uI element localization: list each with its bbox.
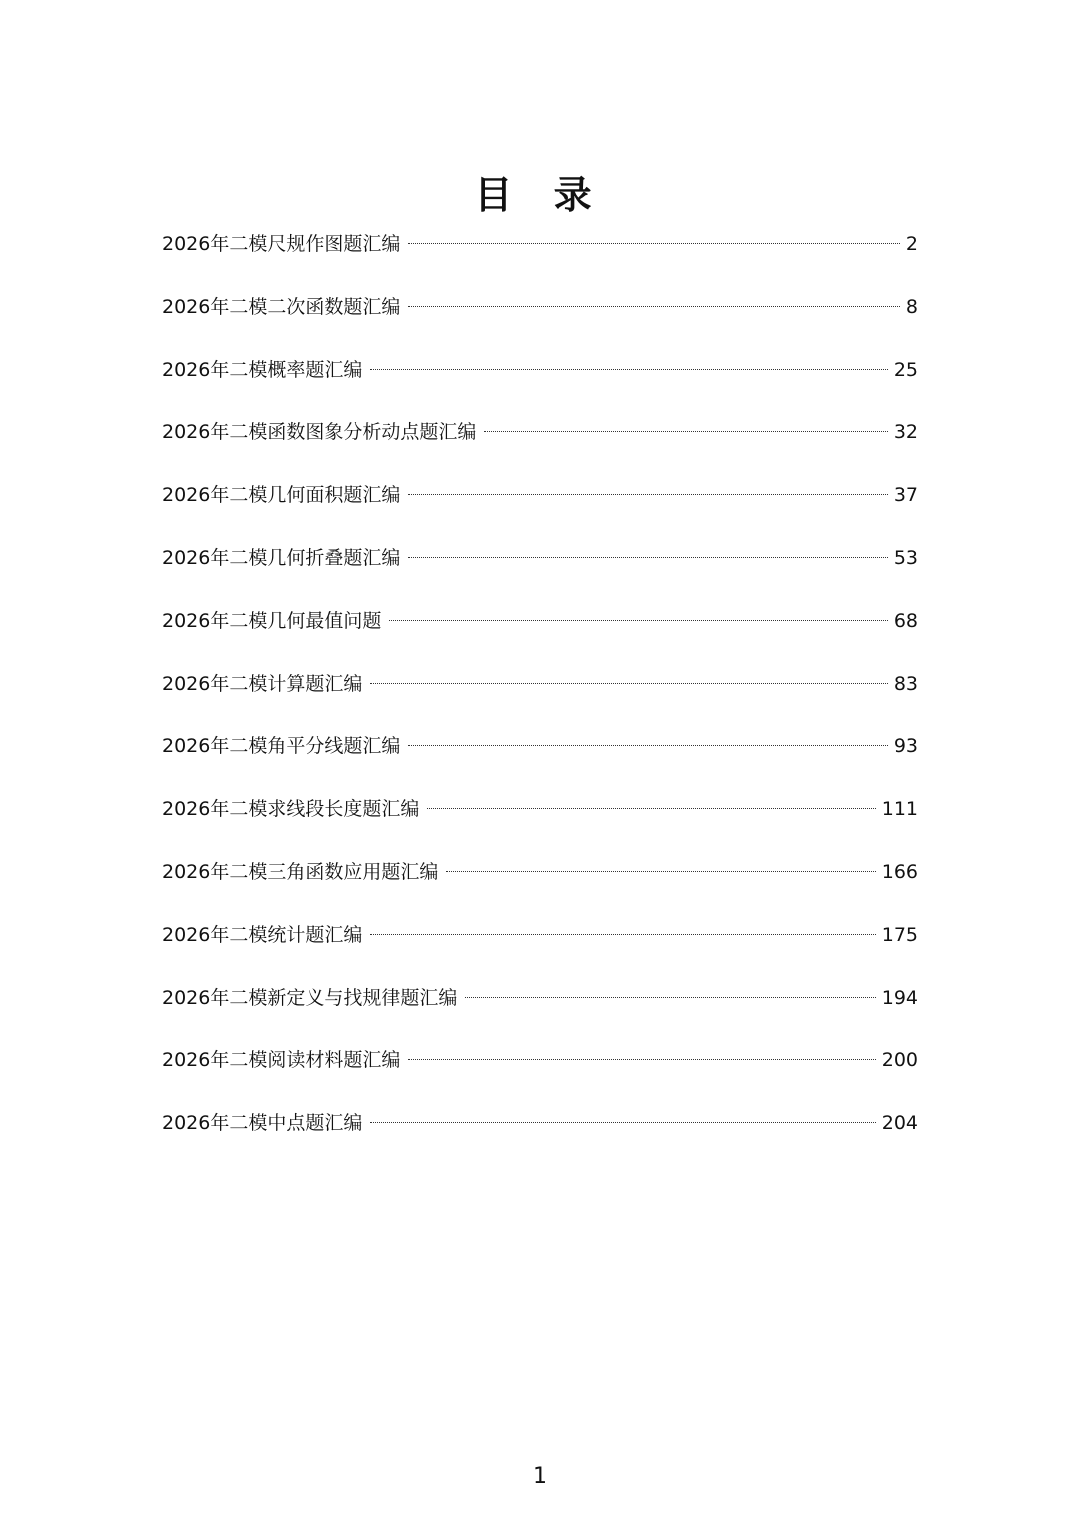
toc-dot-leader: [408, 1059, 875, 1060]
toc-entry-page: 25: [893, 358, 918, 381]
toc-entry-page: 2: [905, 233, 918, 255]
toc-entry[interactable]: [162, 413, 918, 476]
toc-dot-leader: [408, 494, 887, 495]
page-number: 1: [533, 1464, 547, 1489]
toc-entry-label: 2026年二模几何折叠题汇编: [162, 546, 401, 569]
toc-entry-page: 166: [881, 860, 918, 883]
toc-entry[interactable]: [162, 225, 918, 288]
toc-entry-label: 2026年二模概率题汇编: [162, 358, 363, 381]
toc-list: [162, 225, 918, 1167]
toc-dot-leader: [408, 243, 900, 244]
toc-dot-leader: [408, 557, 887, 558]
toc-dot-leader: [370, 369, 887, 370]
toc-entry-label: 2026年二模角平分线题汇编: [162, 735, 401, 758]
toc-entry-label: 2026年二模函数图象分析动点题汇编: [162, 421, 477, 444]
toc-entry[interactable]: [162, 1041, 918, 1104]
toc-entry-label: 2026年二模几何面积题汇编: [162, 484, 401, 507]
toc-entry-page: 111: [881, 798, 918, 821]
toc-dot-leader: [370, 683, 887, 684]
toc-entry-label: 2026年二模新定义与找规律题汇编: [162, 986, 458, 1009]
toc-dot-leader: [389, 620, 887, 621]
toc-dot-leader: [427, 808, 875, 809]
toc-entry-page: 8: [905, 295, 918, 318]
toc-entry-label: 2026年二模统计题汇编: [162, 923, 363, 946]
toc-entry-page: 37: [893, 484, 918, 507]
toc-entry-page: 68: [893, 609, 918, 632]
toc-dot-leader: [408, 306, 900, 307]
toc-entry-label: 2026年二模三角函数应用题汇编: [162, 860, 439, 883]
toc-entry[interactable]: [162, 1104, 918, 1167]
toc-entry[interactable]: [162, 665, 918, 728]
toc-title: 目 录: [474, 173, 606, 218]
toc-entry-label: 2026年二模阅读材料题汇编: [162, 1049, 401, 1072]
toc-entry[interactable]: [162, 979, 918, 1042]
toc-entry-page: 32: [893, 421, 918, 444]
toc-entry-label: 2026年二模几何最值问题: [162, 609, 382, 632]
toc-entry[interactable]: [162, 351, 918, 414]
toc-entry-label: 2026年二模尺规作图题汇编: [162, 233, 401, 255]
toc-entry[interactable]: [162, 476, 918, 539]
toc-entry-label: 2026年二模中点题汇编: [162, 1112, 363, 1135]
toc-dot-leader: [408, 745, 887, 746]
toc-dot-leader: [484, 431, 887, 432]
toc-entry[interactable]: [162, 790, 918, 853]
toc-entry[interactable]: [162, 288, 918, 351]
toc-entry[interactable]: [162, 853, 918, 916]
toc-dot-leader: [446, 871, 875, 872]
toc-entry[interactable]: [162, 602, 918, 665]
toc-entry-label: 2026年二模计算题汇编: [162, 672, 363, 695]
toc-entry-label: 2026年二模二次函数题汇编: [162, 295, 401, 318]
toc-dot-leader: [465, 997, 875, 998]
toc-entry[interactable]: [162, 916, 918, 979]
toc-entry-page: 204: [881, 1112, 918, 1135]
toc-entry-page: 175: [881, 923, 918, 946]
toc-entry-label: 2026年二模求线段长度题汇编: [162, 798, 420, 821]
toc-entry-page: 93: [893, 735, 918, 758]
toc-dot-leader: [370, 934, 875, 935]
toc-entry[interactable]: [162, 539, 918, 602]
toc-dot-leader: [370, 1122, 875, 1123]
toc-entry-page: 194: [881, 986, 918, 1009]
toc-entry[interactable]: [162, 727, 918, 790]
toc-entry-page: 53: [893, 546, 918, 569]
toc-entry-page: 83: [893, 672, 918, 695]
toc-entry-page: 200: [881, 1049, 918, 1072]
